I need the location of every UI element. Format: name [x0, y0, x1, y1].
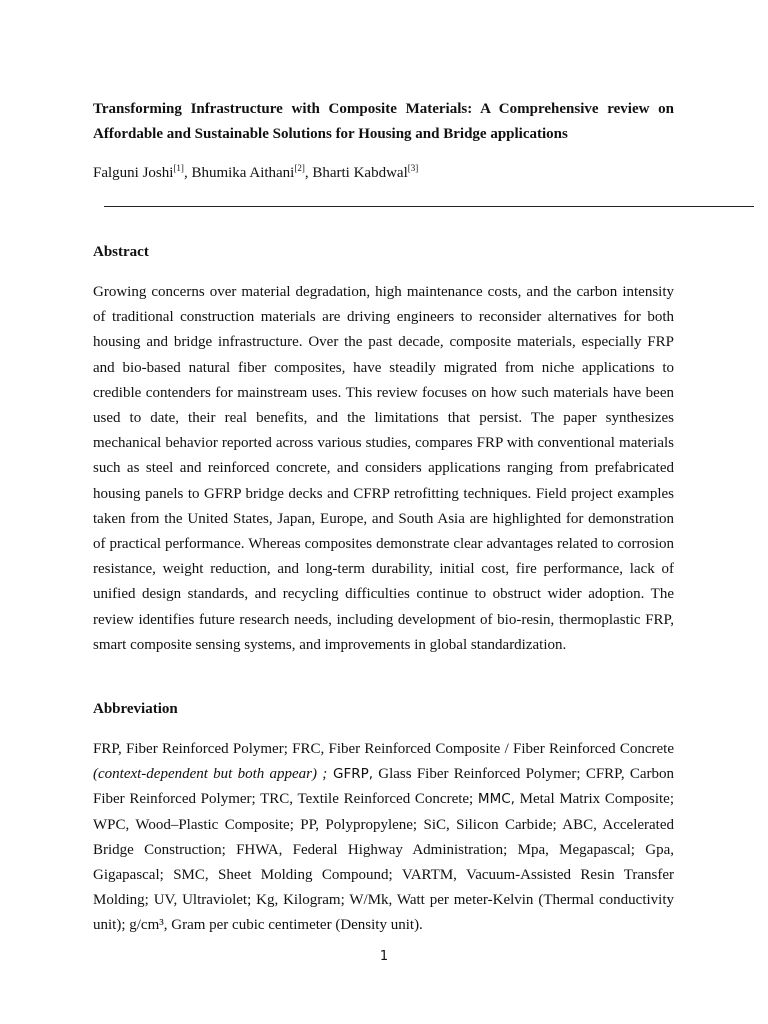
author-name: Falguni Joshi [93, 165, 174, 181]
author-ref: [2] [294, 163, 305, 173]
author-name: Bhumika Aithani [191, 165, 295, 181]
abbreviation-code: GFRP, [327, 766, 374, 783]
abstract-heading: Abstract [93, 244, 149, 260]
abstract-body: Growing concerns over material degradation, high maintenance costs, and the carbon intensity of traditional construction materials are driving engineers to reconsider alternatives for both housing and bridge infrastructure. Over the past decade, composite materials, especially FRP and bio-based natural fiber composites, have steadily migrated from niche applications to credible contenders for mainstream uses. This review focuses on how such materials have been used to date, their real benefits, and the limitations that persist. The paper synthesizes mechanical behavior reported across various studies, compares FRP with conventional materials such as steel and reinforced concrete, and considers applications ranging from prefabricated housing panels to GFRP bridge decks and CFRP retrofitting techniques. Field project examples taken from the United States, Japan, Europe, and South Asia are highlighted for demonstration of practical performance. Whereas composites demonstrate clear advantages related to corrosion resistance, weight reduction, and long-term durability, initial cost, fire performance, lack of unified design standards, and recycling difficulties continue to obstruct wider adoption. The review identifies future research needs, including development of bio-resin, thermoplastic FRP, smart composite sensing systems, and improvements in global standardization. [93, 284, 674, 653]
abbreviation-code: MMC, [477, 791, 515, 808]
author-list [93, 163, 674, 183]
author-ref: [1] [173, 163, 184, 173]
author-separator: , [304, 165, 313, 181]
author-separator: , [183, 165, 192, 181]
page-number: 1 [379, 949, 389, 964]
abbreviation-text: Glass Fiber Reinforced Polymer; CFRP, Carbon Fiber Reinforced Polymer; TRC, Textile Reinforced Concrete; [93, 766, 674, 808]
abbreviation-text: Metal Matrix Composite; WPC, Wood–Plastic Composite; PP, Polypropylene; SiC, Silicon Carbide; ABC, Accelerated Bridge Construction; FHWA, Federal Highway Administration; Mpa, Megapascal; Gpa, Gigapascal; SMC, Sheet Molding Compound; VARTM, Vacuum-Assisted Resin Transfer Molding; UV, Ultraviolet; Kg, Kilogram; W/Mk, Watt per meter-Kelvin (Thermal conductivity unit); g/cm³, Gram per cubic centimeter (Density unit). [93, 791, 675, 934]
abbreviation-italic-note: (context-dependent but both appear) ; [93, 766, 328, 783]
abbreviation-body [93, 737, 674, 939]
paper-title: Transforming Infrastructure with Composite Materials: A Comprehensive review on Affordable and Sustainable Solutions for Housing and Bridge applications [93, 101, 674, 142]
abbreviation-heading: Abbreviation [93, 701, 178, 717]
horizontal-rule [104, 206, 754, 207]
abbreviation-text: FRP, Fiber Reinforced Polymer; FRC, Fiber Reinforced Composite / Fiber Reinforced Concrete [93, 741, 674, 757]
author-name: Bharti Kabdwal [312, 165, 408, 181]
author-ref: [3] [407, 163, 419, 173]
